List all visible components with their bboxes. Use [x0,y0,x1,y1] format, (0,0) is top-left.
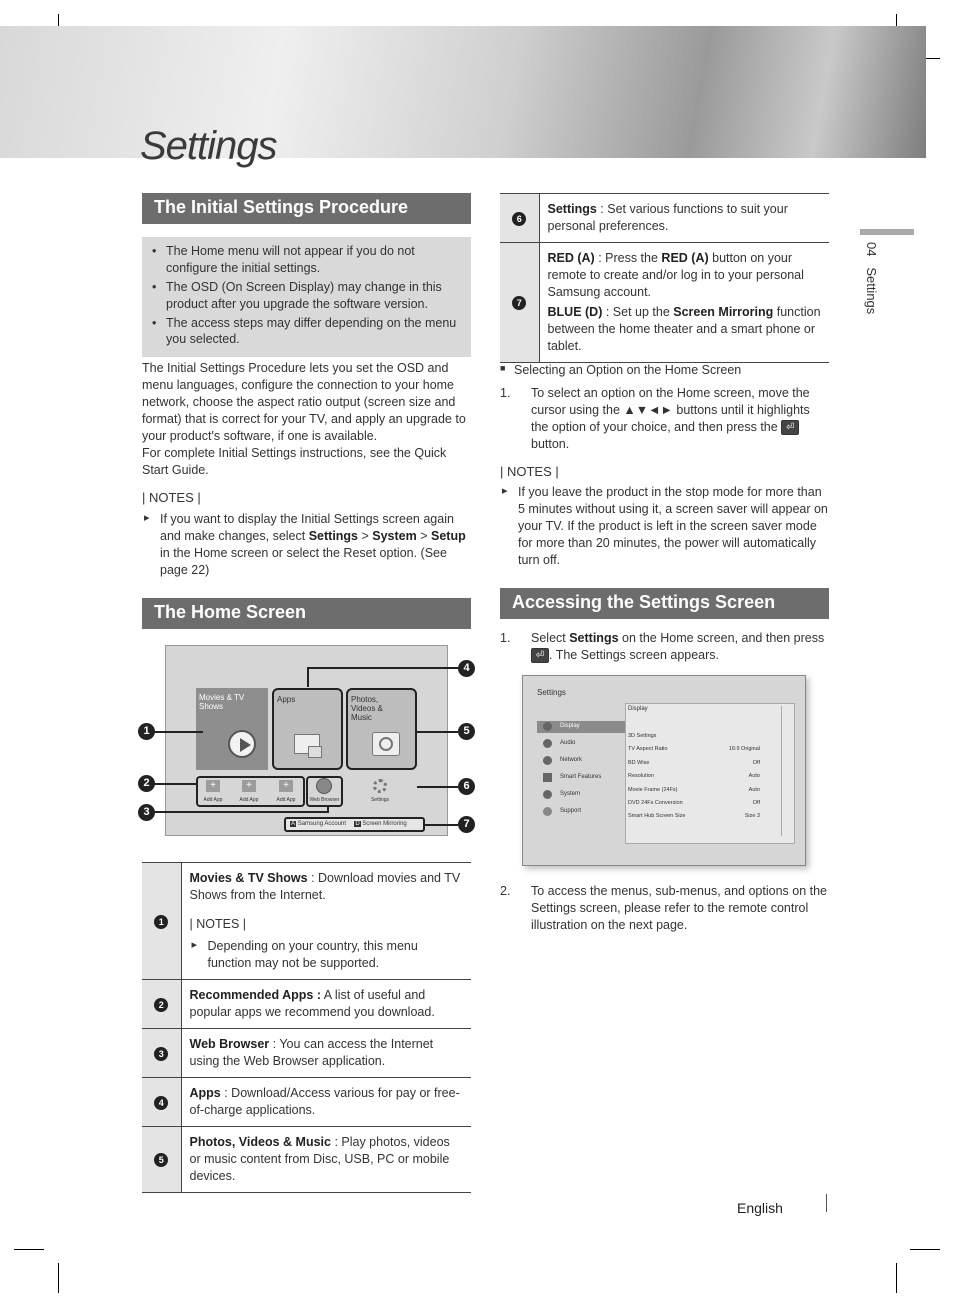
number-badge: 6 [512,212,526,226]
menu-item-system: System [560,791,581,797]
step-number: 1. [500,386,511,400]
settings-header: Settings [537,688,566,697]
callout-3: 3 [138,804,155,821]
row-number [142,980,181,1029]
support-menu-icon [543,807,552,816]
row-value: Off [752,760,760,766]
settings-row [628,813,760,820]
menu-item-audio: Audio [560,740,576,746]
smart-features-menu-icon [543,773,552,782]
settings-row [628,773,760,780]
add-app-icon: + [242,780,256,792]
row-note-text: Depending on your country, this menu function may not be supported. [207,939,418,970]
row-desc: : Download/Access various for pay or free-of-charge applications. [189,1086,460,1117]
note-item: • The OSD (On Screen Display) may change in this product after you upgrade the software version. [166,279,459,313]
row-term: RED (A) [547,251,595,265]
body-text-2: For complete Initial Settings instructions, see the Quick Start Guide. [142,446,447,477]
row-desc: function between the home theater and a smart phone or tablet. [547,305,821,353]
row-number [142,1029,181,1078]
samsung-account-label: Samsung Account [297,821,347,827]
note-item: • The Home menu will not appear if you do not configure the initial settings. [166,243,459,277]
row-number [142,1078,181,1127]
number-badge: 3 [154,1047,168,1061]
table-row [500,243,829,363]
initial-settings-notes [142,237,471,357]
leader-line [424,824,458,826]
tile-movies-tv-shows [196,688,268,770]
enter-key-icon: ⏎ [531,648,549,663]
notes-label: | NOTES | [142,490,201,505]
leader-line [417,731,458,733]
accessing-step-1 [531,630,829,664]
row-value: Size 3 [744,813,760,819]
note-term: System [372,529,417,543]
section-title-home-screen: The Home Screen [142,598,471,629]
footer-divider [826,1194,827,1212]
row-text [181,980,471,1029]
enter-key-icon: ⏎ [781,420,799,435]
row-desc: button on your remote to create and/or log in to your personal Samsung account. [547,251,804,299]
row-text [539,243,829,363]
step-text: Select [531,631,570,645]
selecting-heading: ■ Selecting an Option on the Home Screen [500,363,742,377]
row-term: Web Browser [189,1037,270,1051]
camera-icon [372,732,400,756]
selecting-heading-text: Selecting an Option on the Home Screen [514,363,742,377]
bottom-buttons-bar [284,817,425,832]
tile-photos-videos-music [346,688,417,770]
leader-line [153,783,196,785]
callout-5: 5 [458,723,475,740]
page-title: Settings [140,124,277,168]
step-text: . The Settings screen appears. [549,648,720,662]
table-row [142,863,471,980]
table-row [142,980,471,1029]
row-desc: : Set various functions to suit your personal preferences. [547,202,788,233]
row-term: Recommended Apps : [189,988,322,1002]
audio-menu-icon [543,739,552,748]
row-number [500,243,539,363]
section-title-initial-settings: The Initial Settings Procedure [142,193,471,224]
number-badge: 4 [154,1096,168,1110]
side-tab-label [863,242,880,314]
settings-screen-illustration [522,675,806,866]
row-text [539,194,829,243]
accessing-step-2: To access the menus, sub-menus, and options on the Settings screen, please refer to the remote control illustration on the next page. [531,884,828,932]
number-badge: 7 [512,296,526,310]
row-desc: : Play photos, videos or music content from Disc, USB, PC or mobile devices. [189,1135,450,1183]
note-term: Setup [431,529,466,543]
leader-line [153,811,329,813]
initial-settings-body [142,360,472,479]
notes-label: | NOTES | [500,464,559,479]
settings-gear-icon [373,779,387,793]
callout-6: 6 [458,778,475,795]
content-scrollbar [781,706,795,836]
step-text-end: button. [531,437,570,451]
display-menu-icon [543,722,552,731]
globe-icon [316,778,332,794]
leader-line [307,667,309,687]
settings-row [628,800,760,807]
row-number [142,1127,181,1193]
row-label: 3D Settings [628,733,657,739]
tile-label: Apps [277,695,296,704]
row-term: Photos, Videos & Music [189,1135,331,1149]
row-label: Smart Hub Screen Size [628,813,686,819]
row-value: 16:9 Original [728,746,760,752]
small-item-label: Settings [370,797,390,803]
table-row [142,1127,471,1193]
row-value: Off [752,800,760,806]
table-row [142,1078,471,1127]
row-desc: : Download movies and TV Shows from the Internet. [189,871,461,902]
note-text: If you want to display the Initial Settings screen again and make changes, select [160,512,454,543]
step-number: 2. [500,884,511,898]
note-term: Settings [308,529,359,543]
row-label: Resolution [628,773,654,779]
callout-4: 4 [458,660,475,677]
btn-a-key: A [291,821,296,827]
menu-item-support: Support [560,808,582,814]
small-item-label: Add App [203,797,223,803]
crop-mark [896,1263,897,1293]
note-sep: > [416,529,431,543]
row-number [142,863,181,980]
step-number: 1. [500,631,511,645]
number-badge: 5 [154,1153,168,1167]
row-number [500,194,539,243]
footer-language: English [737,1200,783,1216]
side-tab-chapter: 04 [864,242,879,257]
leader-line [417,786,458,788]
play-icon [228,730,256,758]
note-text: in the Home screen or select the Reset option. (See page 22) [160,546,447,577]
btn-d-key: D [355,821,360,827]
step-text: To select an option on the Home screen, move the cursor using the ▲▼◄► buttons until it highlights the option of your choice, and then press the [531,386,810,434]
step-text: on the Home screen, and then press [618,631,825,645]
menu-item-smart-features: Smart Features [560,774,602,780]
row-label: TV Aspect Ratio [628,746,668,752]
row-term: Screen Mirroring [673,305,774,319]
settings-row [628,760,760,767]
step-term: Settings [569,631,619,645]
row-desc: : Press the [594,251,662,265]
leader-line [307,667,458,669]
callout-7: 7 [458,816,475,833]
settings-row [628,787,760,794]
menu-item-display: Display [560,723,580,729]
row-value: Auto [748,787,760,793]
row-note: ▸ Depending on your country, this menu function may not be supported. [191,939,418,970]
selecting-step [531,385,829,453]
right-reference-table [500,193,829,363]
settings-row [628,746,760,753]
note-sep: > [358,529,373,543]
add-app-icon: + [206,780,220,792]
row-term: BLUE (D) [547,305,603,319]
home-screen-table [142,862,471,1193]
callout-2: 2 [138,775,155,792]
number-badge: 1 [154,915,168,929]
row-desc: : Set up the [602,305,674,319]
row-label: DVD 24Fs Conversion [628,800,683,806]
settings-row [628,733,760,740]
screen-mirroring-label: Screen Mirroring [362,821,407,827]
row-desc: A list of useful and popular apps we recommend you download. [189,988,435,1019]
notes-label: | NOTES | [189,917,247,931]
leader-line [153,731,203,733]
row-text [181,1127,471,1193]
small-item-label: Web Browser [309,797,340,803]
row-term: RED (A) [661,251,709,265]
number-badge: 2 [154,998,168,1012]
row-term: Settings [547,202,597,216]
callout-1: 1 [138,723,155,740]
selecting-note: ▸ If you leave the product in the stop mode for more than 5 minutes without using it, a screen saver will appear on your TV. If the product is left in the screen saver mode for more than 20 minutes, the power will automatically turn off. [500,484,830,569]
section-title-accessing: Accessing the Settings Screen [500,588,829,619]
menu-item-network: Network [560,757,583,763]
tile-label: Movies & TV Shows [199,693,245,712]
body-text: The Initial Settings Procedure lets you set the OSD and menu languages, configure the connection to your home network, choose the aspect ratio output (screen size and format) that is correct for your TV, and apply an upgrade to your product's software, if one is available. [142,361,466,443]
leader-line [327,805,329,813]
row-text [181,1078,471,1127]
small-item-label: Add App [239,797,259,803]
crop-mark [14,1249,44,1250]
row-label: BD Wise [628,760,650,766]
row-text [181,1029,471,1078]
initial-settings-note [142,511,472,579]
tile-apps [272,688,343,770]
network-menu-icon [543,756,552,765]
note-item: • The access steps may differ depending on the menu you selected. [166,315,459,349]
table-row [142,1029,471,1078]
table-row [500,194,829,243]
row-value: Auto [748,773,760,779]
row-term: Movies & TV Shows [189,871,308,885]
row-text [181,863,471,980]
system-menu-icon [543,790,552,799]
row-label: Movie Frame (24Fs) [628,787,678,793]
side-tab-text: Settings [864,267,879,315]
add-app-icon: + [279,780,293,792]
header-banner [0,26,926,158]
row-term: Apps [189,1086,221,1100]
tile-label: Photos, Videos & Music [351,695,383,723]
row-desc: : You can access the Internet using the Web Browser application. [189,1037,434,1068]
row-sub [548,304,822,355]
apps-icon-small [308,746,322,758]
small-item-label: Add App [276,797,296,803]
crop-mark [910,1249,940,1250]
crop-mark [58,1263,59,1293]
side-tab-bar [860,229,914,235]
panel-title: Display [628,706,648,712]
